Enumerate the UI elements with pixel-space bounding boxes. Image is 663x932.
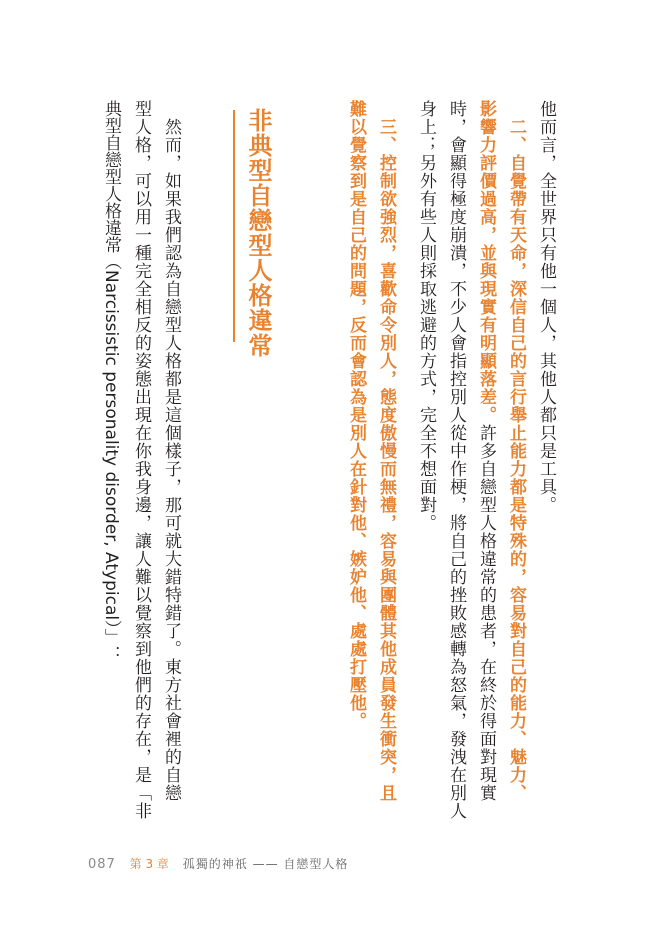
text-column-5: 身上；另外有些人則採取逃避的方式，完全不想面對。 bbox=[416, 100, 436, 532]
highlight-text: 影響力評價過高，並與現實有明顯落差。 bbox=[476, 100, 496, 424]
text-column-2: 二、自覺帶有天命，深信自己的言行舉止能力都是特殊的，容易對自己的能力、魅力、 bbox=[506, 100, 526, 802]
plain-text: 許多自戀型人格違常的患者，在終於得面對現實 bbox=[476, 424, 496, 802]
page-number: 087 bbox=[88, 857, 116, 872]
text-column-4: 時，會顯得極度崩潰，不少人會指控別人從中作梗，將自己的挫敗感轉為怒氣，發洩在別人 bbox=[446, 100, 466, 820]
text-column-9: 型人格，可以用一種完全相反的姿態出現在你我身邊，讓人難以覺察到他們的存在，是「非 bbox=[131, 100, 151, 820]
chapter-label: 第 3 章 bbox=[129, 857, 169, 871]
text-column-10: 典型自戀型人格違常（Narcissistic personality disorder, Atypical）」： bbox=[101, 100, 121, 663]
text-column-8: 然而，如果我們認為自戀型人格都是這個樣子，那可就大錯特錯了。東方社會裡的自戀 bbox=[161, 100, 181, 802]
section-heading: 非典型自戀型人格違常 bbox=[244, 108, 272, 358]
text-column-6: 三、控制欲強烈，喜歡命令別人，態度傲慢而無禮，容易與團體其他成員發生衝突，且 bbox=[376, 100, 396, 802]
text-column-3 bbox=[475, 100, 497, 802]
text-column-7: 難以覺察到是自己的問題，反而會認為是別人在針對他、嫉妒他、處處打壓他。 bbox=[346, 100, 366, 730]
chapter-title: 孤獨的神祇 —— 自戀型人格 bbox=[182, 857, 349, 871]
page-footer bbox=[88, 855, 348, 872]
heading-rule bbox=[233, 110, 235, 342]
text-column-1: 他而言，全世界只有他一個人，其他人都只是工具。 bbox=[536, 100, 556, 514]
